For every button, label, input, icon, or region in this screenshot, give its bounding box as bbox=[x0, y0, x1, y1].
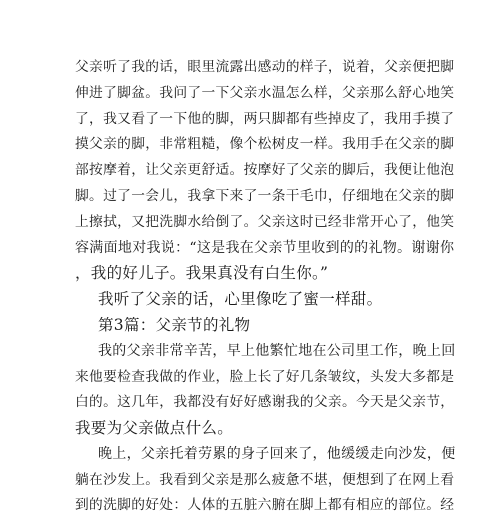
paragraph-line: 父亲听了我的话，眼里流露出感动的样子，说着，父亲便把脚 bbox=[75, 59, 455, 75]
paragraph-line: 躺在沙发上。我看到父亲是那么疲惫不堪，便想到了在网上看 bbox=[75, 472, 455, 488]
paragraph-line: 容满面地对我说：“这是我在父亲节里收到的的礼物。谢谢你 bbox=[75, 240, 455, 256]
paragraph-line: 我听了父亲的话，心里像吃了蜜一样甜。 bbox=[98, 290, 383, 308]
paragraph-line: 来他要检查我做的作业，脸上长了好几条皱纹，头发大多都是 bbox=[75, 369, 455, 385]
paragraph-line: 白的。这几年，我都没有好好感谢我的父亲。今天是父亲节， bbox=[75, 394, 455, 410]
paragraph-line: 我要为父亲做点什么。 bbox=[75, 419, 234, 437]
paragraph-line: 部按摩着，让父亲更舒适。按摩好了父亲的脚后，我便让他泡 bbox=[75, 162, 455, 178]
paragraph-line: 上擦拭，又把洗脚水给倒了。父亲这时已经非常开心了，他笑 bbox=[75, 214, 455, 230]
paragraph-line: 我的父亲非常辛苦，早上他繁忙地在公司里工作，晚上回 bbox=[98, 343, 456, 359]
section-heading: 第3篇：父亲节的礼物 bbox=[98, 316, 251, 334]
paragraph-line: 了，我又看了一下他的脚，两只脚都有些掉皮了，我用手摸了 bbox=[75, 111, 455, 127]
paragraph-line: 伸进了脚盆。我问了一下父亲水温怎么样，父亲那么舒心地笑 bbox=[75, 85, 455, 101]
paragraph-line: 到的洗脚的好处：人体的五脏六腑在脚上都有相应的部位。经 bbox=[75, 497, 455, 513]
paragraph-line: 晚上，父亲托着劳累的身子回来了，他缓缓走向沙发，便 bbox=[98, 446, 456, 462]
paragraph-line: 脚。过了一会儿，我拿下来了一条干毛巾，仔细地在父亲的脚 bbox=[75, 188, 455, 204]
paragraph-line: 摸父亲的脚，非常粗糙，像个松树皮一样。我用手在父亲的脚 bbox=[75, 136, 455, 152]
paragraph-line: ，我的好儿子。我果真没有白生你。” bbox=[75, 264, 329, 282]
